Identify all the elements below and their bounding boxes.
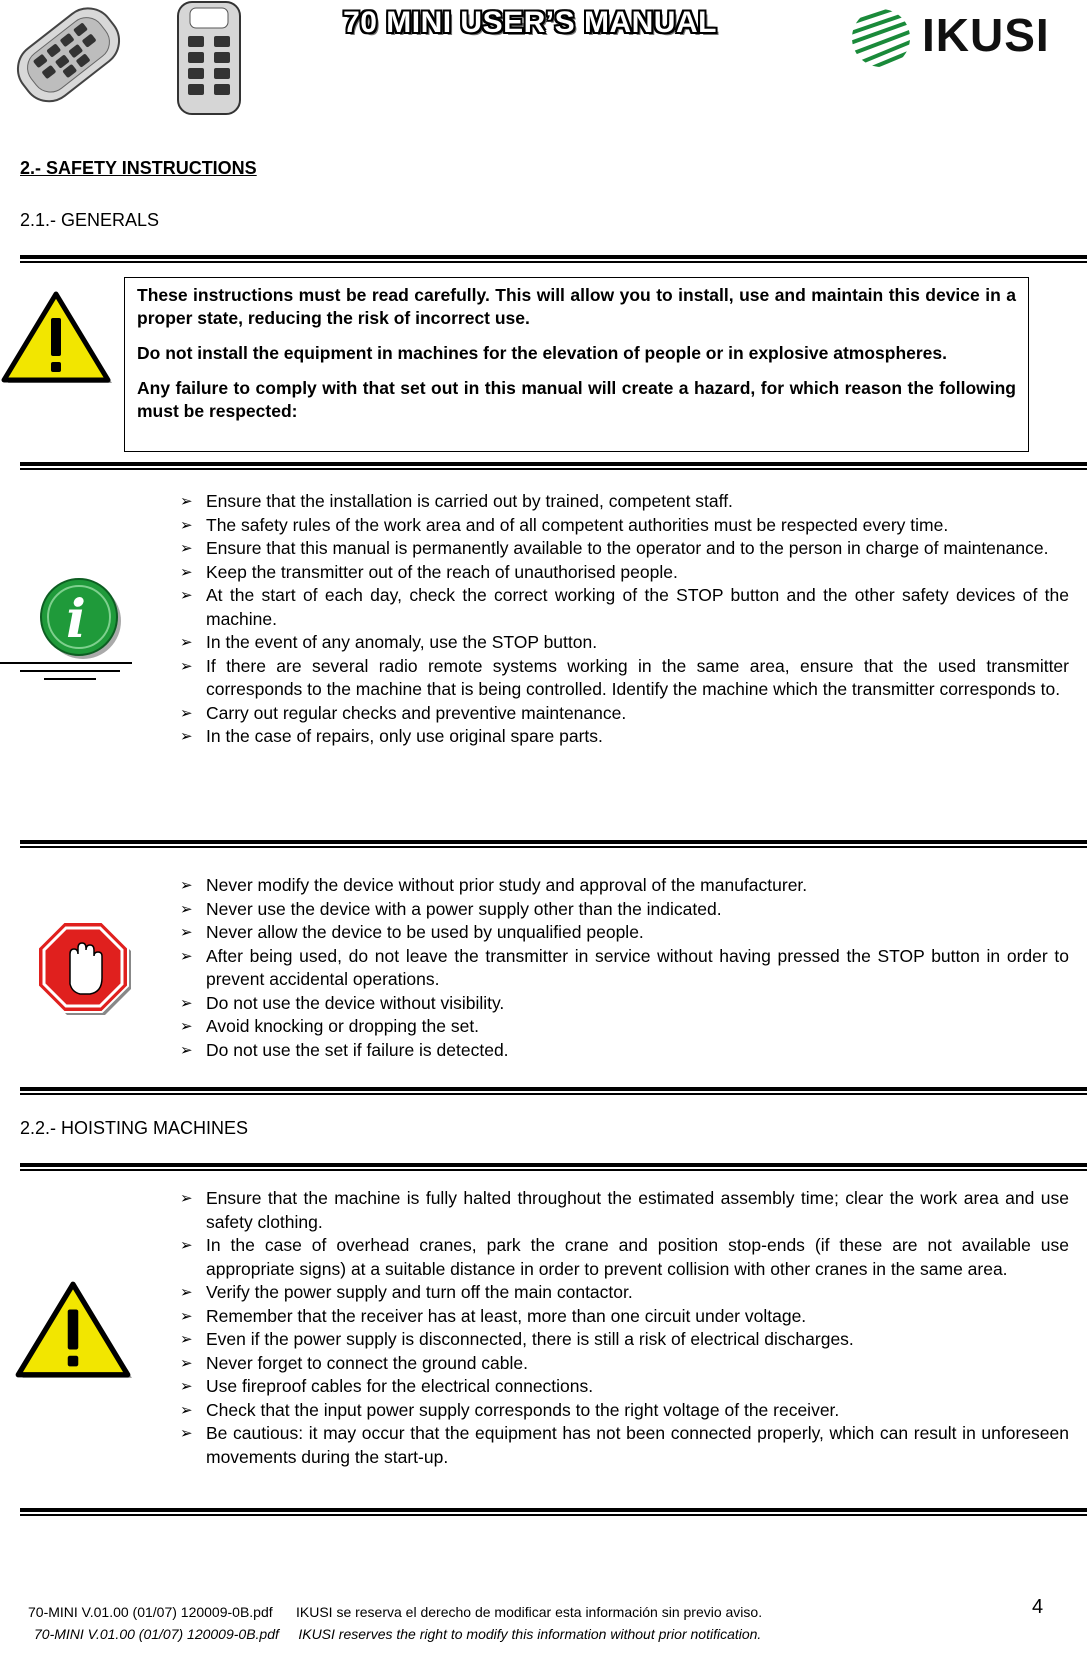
section-title: 2.- SAFETY INSTRUCTIONS [20, 158, 257, 178]
list-item [180, 1234, 1069, 1281]
bullet-arrow-icon: ➢ [180, 1041, 193, 1059]
bullet-arrow-icon: ➢ [180, 1401, 193, 1419]
list-item [180, 490, 1069, 514]
list-item-text: Avoid knocking or dropping the set. [206, 1016, 480, 1036]
hoisting-instructions-list [180, 1187, 1069, 1469]
remote-control-image-2 [170, 0, 250, 118]
list-item [180, 514, 1069, 538]
list-item-text: Never modify the device without prior study and approval of the manufacturer. [206, 875, 808, 895]
divider-rule [20, 462, 1087, 470]
warning-triangle-icon [0, 290, 112, 385]
list-item [180, 702, 1069, 726]
remote-control-image-1 [0, 0, 140, 120]
list-item-text: Even if the power supply is disconnected, there is still a risk of electrical discharges. [206, 1329, 854, 1349]
list-item-text: Do not use the device without visibility. [206, 992, 505, 1013]
bullet-arrow-icon: ➢ [180, 516, 193, 534]
bullet-arrow-icon: ➢ [180, 1354, 193, 1372]
list-item [180, 1328, 1069, 1352]
list-item [180, 1039, 1069, 1063]
list-item-text: In the event of any anomaly, use the STOP button. [206, 632, 598, 652]
bullet-arrow-icon: ➢ [180, 1190, 193, 1207]
list-item-text: Check that the input power supply corresponds to the right voltage of the receiver. [206, 1399, 840, 1420]
bullet-arrow-icon: ➢ [180, 587, 193, 604]
list-item [180, 1352, 1069, 1376]
list-item [180, 561, 1069, 585]
footer-english: 70-MINI V.01.00 (01/07) 120009-0B.pdf IKUSI reserves the right to modify this information without prior notification. [34, 1626, 762, 1642]
divider-rule [20, 1508, 1087, 1516]
warning-paragraph: These instructions must be read carefully. This will allow you to install, use and maintain this device in a proper state, reducing the risk of incorrect use. [137, 285, 1016, 328]
bullet-arrow-icon: ➢ [180, 900, 193, 918]
list-item-text: At the start of each day, check the correct working of the STOP button and the other safety devices of the machine. [206, 585, 1069, 629]
bullet-arrow-icon: ➢ [180, 1331, 193, 1348]
list-item-text: Remember that the receiver has at least, more than one circuit under voltage. [206, 1305, 807, 1326]
list-item [180, 1305, 1069, 1329]
bullet-arrow-icon: ➢ [180, 634, 193, 651]
info-icon [0, 575, 135, 685]
general-instructions-list [180, 490, 1069, 749]
divider-rule [20, 840, 1087, 848]
list-item [180, 584, 1069, 631]
list-item-text: Never allow the device to be used by unqualified people. [206, 922, 644, 942]
list-item [180, 992, 1069, 1016]
list-item [180, 874, 1069, 898]
bullet-arrow-icon: ➢ [180, 1237, 193, 1254]
list-item [180, 537, 1069, 561]
bullet-arrow-icon: ➢ [180, 947, 193, 965]
divider-rule [20, 255, 1087, 263]
list-item-text: Carry out regular checks and preventive maintenance. [206, 702, 627, 723]
list-item-text: In the case of overhead cranes, park the crane and position stop-ends (if these are not available use appropriate signs) at a suitable distance in order to prevent collision with other cranes in the same area. [206, 1235, 1069, 1279]
bullet-arrow-icon: ➢ [180, 924, 193, 941]
warning-paragraph: Any failure to comply with that set out in this manual will create a hazard, for which reason the following must be respected: [137, 378, 1016, 421]
divider-rule [20, 1087, 1087, 1095]
bullet-arrow-icon: ➢ [180, 704, 193, 722]
bullet-arrow-icon: ➢ [180, 563, 193, 581]
manual-title: 70 MINI USER’S MANUAL [343, 6, 717, 39]
bullet-arrow-icon: ➢ [180, 657, 193, 675]
list-item-text: In the case of repairs, only use original spare parts. [206, 726, 603, 746]
list-item [180, 655, 1069, 702]
footer-spanish: 70-MINI V.01.00 (01/07) 120009-0B.pdf IKUSI se reserva el derecho de modificar esta información sin previo aviso. [28, 1604, 763, 1620]
list-item-text: Never use the device with a power supply other than the indicated. [206, 898, 722, 919]
svg-text:i: i [66, 589, 86, 650]
ikusi-logo-icon [842, 6, 920, 70]
ikusi-logo-text: IKUSI [922, 9, 1050, 61]
list-item [180, 1015, 1069, 1039]
list-item [180, 1187, 1069, 1234]
bullet-arrow-icon: ➢ [180, 877, 193, 894]
list-item [180, 1375, 1069, 1399]
list-item-text: If there are several radio remote systems working in the same area, ensure that the used transmitter corresponds to the machine that is being controlled. Identify the machine which the transmitter corresponds to. [206, 655, 1069, 699]
list-item [180, 725, 1069, 749]
list-item [180, 631, 1069, 655]
warning-box [124, 277, 1029, 452]
bullet-arrow-icon: ➢ [180, 728, 193, 745]
list-item-text: Keep the transmitter out of the reach of unauthorised people. [206, 561, 678, 582]
bullet-arrow-icon: ➢ [180, 1378, 193, 1395]
bullet-arrow-icon: ➢ [180, 540, 193, 557]
list-item-text: Be cautious: it may occur that the equipment has not been connected properly, which can result in unforeseen movements during the start-up. [206, 1423, 1069, 1467]
bullet-arrow-icon: ➢ [180, 1018, 193, 1035]
list-item-text: Use fireproof cables for the electrical connections. [206, 1376, 594, 1396]
bullet-arrow-icon: ➢ [180, 1425, 193, 1442]
bullet-arrow-icon: ➢ [180, 493, 193, 510]
list-item [180, 1281, 1069, 1305]
list-item [180, 1399, 1069, 1423]
list-item [180, 1422, 1069, 1469]
stop-hand-icon [34, 918, 132, 1016]
bullet-arrow-icon: ➢ [180, 1307, 193, 1325]
list-item-text: Verify the power supply and turn off the main contactor. [206, 1282, 633, 1302]
bullet-arrow-icon: ➢ [180, 1284, 193, 1301]
list-item-text: Do not use the set if failure is detected. [206, 1039, 509, 1060]
list-item-text: The safety rules of the work area and of all competent authorities must be respected every time. [206, 514, 949, 535]
warning-paragraph: Do not install the equipment in machines for the elevation of people or in explosive atmospheres. [137, 343, 948, 363]
list-item-text: After being used, do not leave the transmitter in service without having pressed the STOP button in order to prevent accidental operations. [206, 945, 1069, 989]
prohibitions-list [180, 874, 1069, 1062]
warning-triangle-icon [14, 1280, 132, 1380]
bullet-arrow-icon: ➢ [180, 994, 193, 1012]
page-number: 4 [1032, 1596, 1044, 1618]
list-item [180, 898, 1069, 922]
divider-rule [20, 1163, 1087, 1171]
generals-title: 2.1.- GENERALS [20, 210, 160, 230]
list-item-text: Ensure that this manual is permanently available to the operator and to the person in charge of maintenance. [206, 538, 1049, 558]
list-item-text: Ensure that the installation is carried out by trained, competent staff. [206, 491, 733, 511]
list-item-text: Never forget to connect the ground cable. [206, 1352, 529, 1373]
hoisting-title: 2.2.- HOISTING MACHINES [20, 1118, 249, 1138]
list-item [180, 921, 1069, 945]
list-item [180, 945, 1069, 992]
list-item-text: Ensure that the machine is fully halted throughout the estimated assembly time; clear the work area and use safety clothing. [206, 1188, 1069, 1232]
